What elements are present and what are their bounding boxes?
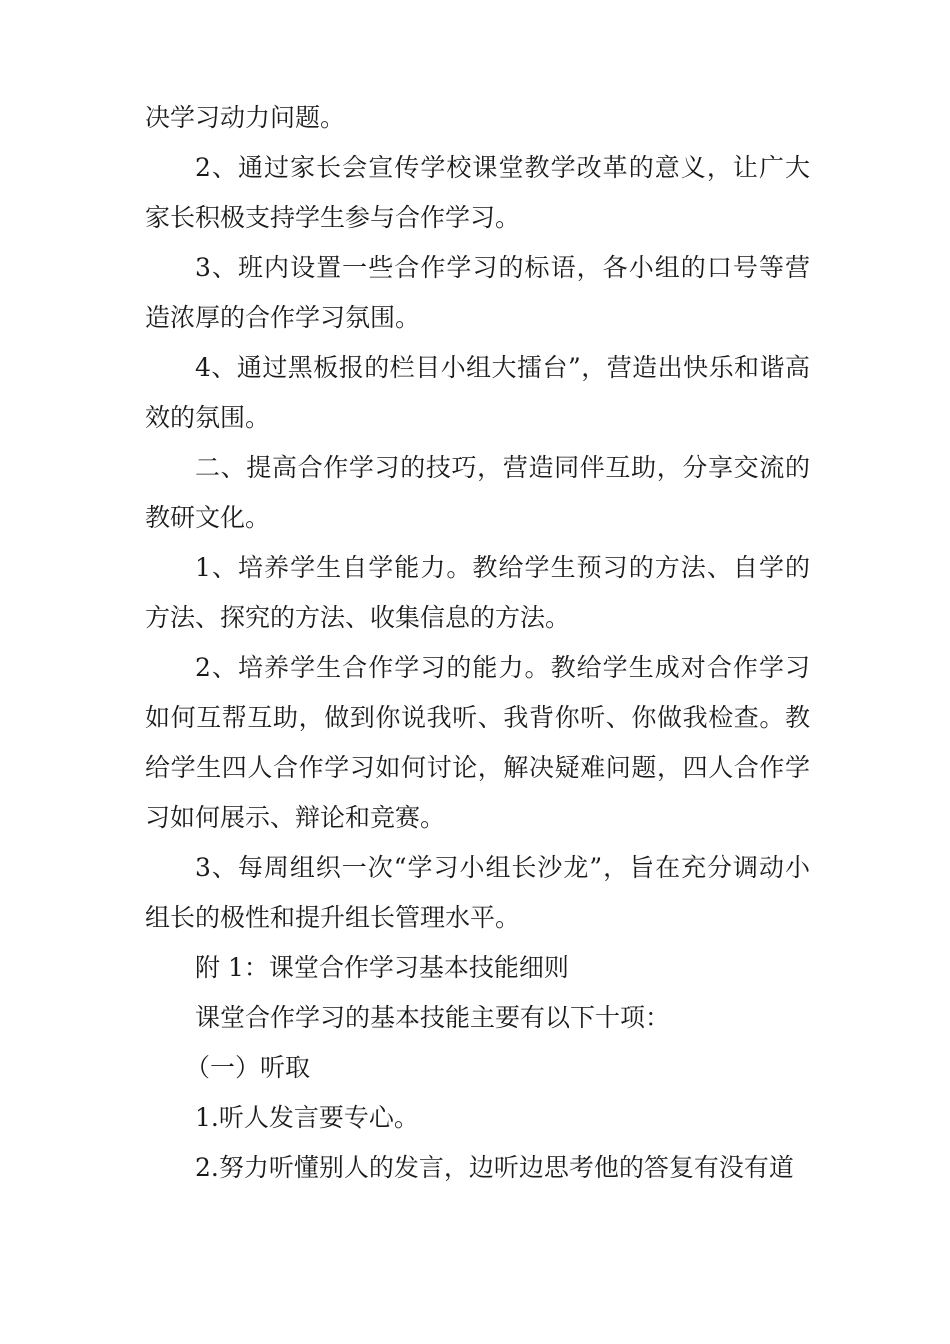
paragraph-2: 2、通过家长会宣传学校课堂教学改革的意义，让广大家长积极支持学生参与合作学习。 <box>145 153 810 232</box>
paragraph-7: 2、培养学生合作学习的能力。教给学生成对合作学习如何互帮互助，做到你说我听、我背你听、你做我检查。教给学生四人合作学习如何讨论，解决疑难问题，四人合作学习如何展示、辩论和竞赛。 <box>145 653 810 832</box>
paragraph-1: 决学习动力问题。 <box>145 103 346 132</box>
appendix-title: 附 1：课堂合作学习基本技能细则 <box>195 953 569 982</box>
section-heading-2: 二、提高合作学习的技巧，营造同伴互助，分享交流的教研文化。 <box>145 453 810 532</box>
list-item-2: 2.努力听懂别人的发言，边听边思考他的答复有没有道 <box>195 1153 794 1182</box>
paragraph-3: 3、班内设置一些合作学习的标语，各小组的口号等营造浓厚的合作学习氛围。 <box>145 253 810 332</box>
paragraph-4: 4、通过黑板报的栏目小组大擂台”，营造出快乐和谐高效的氛围。 <box>145 353 810 432</box>
list-item-1: 1.听人发言要专心。 <box>195 1103 419 1132</box>
document-body <box>145 93 810 1193</box>
subsection-heading-listen: （一）听取 <box>185 1053 311 1082</box>
paragraph-8: 3、每周组织一次“学习小组长沙龙”，旨在充分调动小组长的极性和提升组长管理水平。 <box>145 853 810 932</box>
appendix-intro: 课堂合作学习的基本技能主要有以下十项： <box>195 1003 671 1032</box>
paragraph-6: 1、培养学生自学能力。教给学生预习的方法、自学的方法、探究的方法、收集信息的方法。 <box>145 553 810 632</box>
